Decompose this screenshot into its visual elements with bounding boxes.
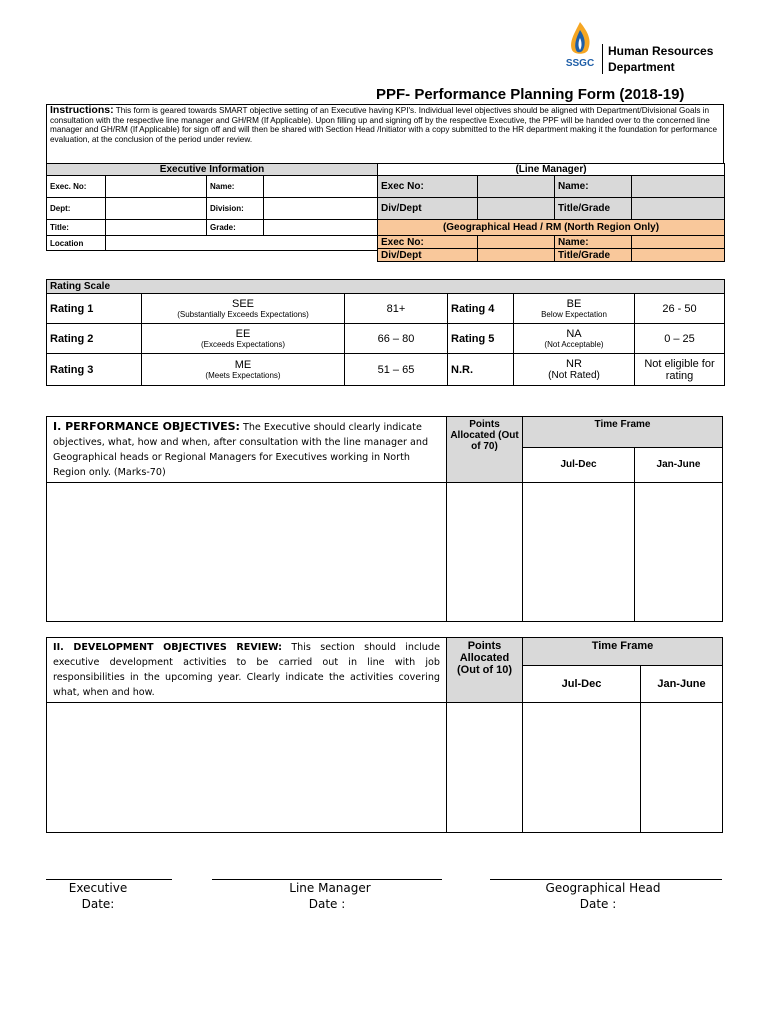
gh-div-dept-field[interactable] xyxy=(478,249,555,262)
performance-text: The Executive should clearly indicate objectives, what, how and when, after consultation with the line manager and Geographical heads or Regional Managers for Executives working in North Region only. (Marks-70) xyxy=(53,422,429,478)
rating-range: 0 – 25 xyxy=(635,324,725,354)
location-label: Location xyxy=(47,236,106,251)
dept-field[interactable] xyxy=(106,198,207,220)
instructions-box xyxy=(46,104,724,164)
ssgc-logo xyxy=(560,20,600,72)
development-jan-june-header: Jan-June xyxy=(641,665,723,702)
development-points-header: Points Allocated (Out of 10) xyxy=(447,638,523,703)
performance-jul-dec-header: Jul-Dec xyxy=(523,447,635,482)
rating-label: N.R. xyxy=(448,354,514,386)
performance-objectives-table xyxy=(46,416,723,622)
rating-desc: (Meets Expectations) xyxy=(205,371,281,380)
title-label: Title: xyxy=(47,220,106,236)
dept-line-2: Department xyxy=(608,60,675,74)
dept-line-1: Human Resources xyxy=(608,44,714,58)
division-label: Division: xyxy=(207,198,264,220)
exec-no-label: Exec. No: xyxy=(47,176,106,198)
development-objectives-field[interactable] xyxy=(47,703,447,833)
rating-desc: Below Expectation xyxy=(541,310,607,319)
gh-title-grade-label: Title/Grade xyxy=(555,249,632,262)
title-field[interactable] xyxy=(106,220,207,236)
rating-code: ME xyxy=(234,359,252,371)
rating-code-cell xyxy=(514,294,635,324)
performance-jan-june-header: Jan-June xyxy=(635,447,723,482)
signature-role: Line Manager xyxy=(289,881,371,895)
lm-name-field[interactable] xyxy=(632,176,725,198)
rating-scale-heading: Rating Scale xyxy=(47,280,725,294)
signature-date: Date: xyxy=(81,897,115,911)
name-label: Name: xyxy=(207,176,264,198)
performance-label: I. PERFORMANCE OBJECTIVES: xyxy=(53,420,240,433)
rating-code: NA xyxy=(566,328,582,340)
development-label: II. DEVELOPMENT OBJECTIVES REVIEW: xyxy=(53,642,282,653)
grade-label: Grade: xyxy=(207,220,264,236)
signature-line-geographical-head[interactable] xyxy=(490,879,722,880)
gh-name-label: Name: xyxy=(555,236,632,249)
lm-title-grade-field[interactable] xyxy=(632,198,725,220)
rating-desc: (Not Acceptable) xyxy=(544,340,604,349)
geo-head-heading: (Geographical Head / RM (North Region Only) xyxy=(378,220,725,236)
line-manager-heading: (Line Manager) xyxy=(378,164,725,176)
rating-code-cell xyxy=(142,324,345,354)
rating-code-cell xyxy=(142,354,345,386)
gh-title-grade-field[interactable] xyxy=(632,249,725,262)
development-points-field[interactable] xyxy=(447,703,523,833)
development-jul-dec-field[interactable] xyxy=(523,703,641,833)
lm-div-dept-field[interactable] xyxy=(478,198,555,220)
rating-scale-table xyxy=(46,279,725,386)
development-text: This section should include executive development activities to be carried out in line with job responsibilities in the upcoming year. Clearly indicate the activities covering what, when and how. xyxy=(53,642,440,698)
rating-row xyxy=(47,294,725,324)
header-divider xyxy=(602,44,603,74)
lm-title-grade-label: Title/Grade xyxy=(555,198,632,220)
line-manager-table xyxy=(377,163,725,262)
page-title: PPF- Performance Planning Form (2018-19) xyxy=(376,86,685,103)
rating-label: Rating 2 xyxy=(47,324,142,354)
performance-time-frame-header: Time Frame xyxy=(523,417,723,448)
rating-label: Rating 5 xyxy=(448,324,514,354)
rating-row xyxy=(47,354,725,386)
rating-code-cell xyxy=(514,324,635,354)
lm-exec-no-field[interactable] xyxy=(478,176,555,198)
rating-desc: (Substantially Exceeds Expectations) xyxy=(177,310,309,319)
rating-range: 81+ xyxy=(345,294,448,324)
rating-label: Rating 1 xyxy=(47,294,142,324)
division-field[interactable] xyxy=(264,198,378,220)
lm-div-dept-label: Div/Dept xyxy=(378,198,478,220)
performance-jul-dec-field[interactable] xyxy=(523,483,635,622)
rating-range: 66 – 80 xyxy=(345,324,448,354)
development-time-frame-header: Time Frame xyxy=(523,638,723,666)
gh-exec-no-field[interactable] xyxy=(478,236,555,249)
signature-date: Date : xyxy=(308,897,346,911)
rating-label: Rating 4 xyxy=(448,294,514,324)
rating-code: EE xyxy=(235,328,251,340)
performance-jan-june-field[interactable] xyxy=(635,483,723,622)
gh-name-field[interactable] xyxy=(632,236,725,249)
performance-points-field[interactable] xyxy=(447,483,523,622)
gh-div-dept-label: Div/Dept xyxy=(378,249,478,262)
name-field[interactable] xyxy=(264,176,378,198)
performance-points-header: Points Allocated (Out of 70) xyxy=(447,417,523,483)
signature-role: Executive xyxy=(68,881,128,895)
rating-row xyxy=(47,324,725,354)
signature-role: Geographical Head xyxy=(545,881,661,895)
rating-code: NR xyxy=(566,358,582,370)
signature-line-line-manager[interactable] xyxy=(212,879,442,880)
executive-info-table xyxy=(46,163,378,251)
grade-field[interactable] xyxy=(264,220,378,236)
instructions-text: This form is geared towards SMART objective setting of an Executive having KPI's. Individual level objectives should be aligned with Department/Divisional Goals in consultation with the respective line manager and GH/RM (If Applicable). Upon filling up and signing off by the respective Executive, the PPF will be handed over to the concerned line manager and GH/RM (If Applicable) for sign off and will then be shared with Section Head /Initiator with a copy submitted to the HR department making it the foundation for performance evaluation, at the conclusion of the period under review. xyxy=(50,106,718,144)
location-field[interactable] xyxy=(106,236,378,251)
flame-icon xyxy=(560,20,600,60)
dept-label: Dept: xyxy=(47,198,106,220)
logo-text: SSGC xyxy=(565,58,595,69)
executive-info-heading: Executive Information xyxy=(47,164,378,176)
exec-no-field[interactable] xyxy=(106,176,207,198)
signature-line-executive[interactable] xyxy=(46,879,172,880)
development-jul-dec-header: Jul-Dec xyxy=(523,665,641,702)
lm-exec-no-label: Exec No: xyxy=(378,176,478,198)
signature-date: Date : xyxy=(579,897,617,911)
development-objectives-table xyxy=(46,637,723,833)
rating-code-cell xyxy=(514,354,635,386)
gh-exec-no-label: Exec No: xyxy=(378,236,478,249)
development-instructions xyxy=(47,638,447,703)
rating-range: 51 – 65 xyxy=(345,354,448,386)
rating-desc: (Exceeds Expectations) xyxy=(200,340,286,349)
rating-code: SEE xyxy=(231,298,254,310)
lm-name-label: Name: xyxy=(555,176,632,198)
rating-desc: (Not Rated) xyxy=(548,370,600,381)
performance-instructions xyxy=(47,417,447,483)
rating-range: 26 - 50 xyxy=(635,294,725,324)
rating-code: BE xyxy=(566,298,582,310)
rating-code-cell xyxy=(142,294,345,324)
rating-range: Not eligible for rating xyxy=(635,354,725,386)
performance-objectives-field[interactable] xyxy=(47,483,447,622)
instructions-label: Instructions: xyxy=(50,104,114,116)
development-jan-june-field[interactable] xyxy=(641,703,723,833)
rating-label: Rating 3 xyxy=(47,354,142,386)
